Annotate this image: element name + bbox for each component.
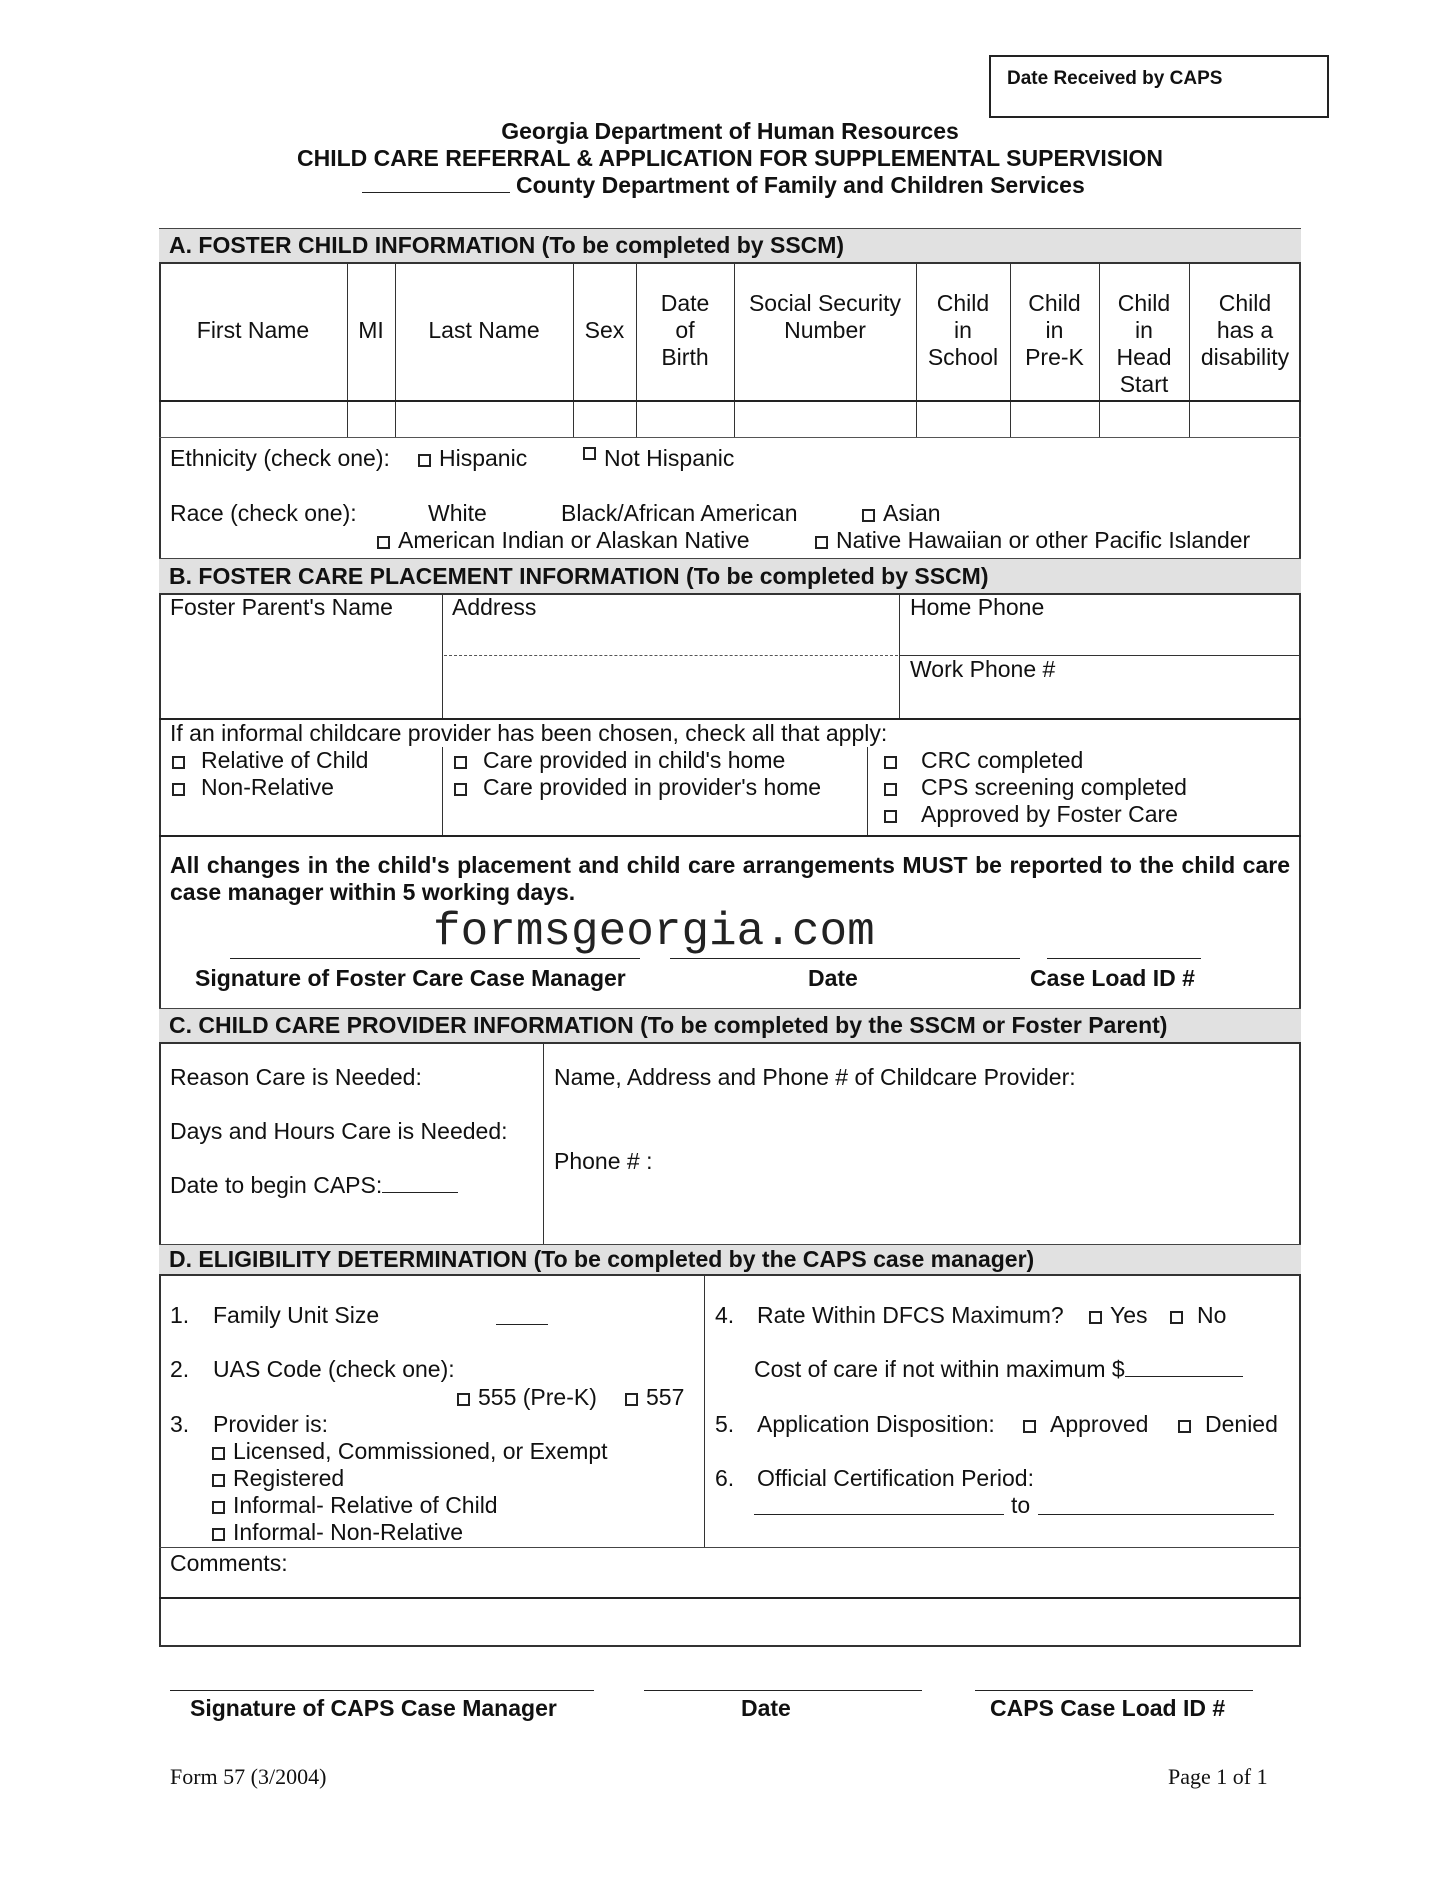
column-header-text: Pre-K [1025,344,1084,370]
race-white[interactable]: White [428,500,487,526]
rate-yes[interactable] [1089,1302,1148,1329]
caseload-label: Case Load ID # [1030,965,1195,991]
option-label: Asian [883,500,941,526]
changes-notice: All changes in the child's placement and child care arrangements MUST be reported to the child care case manager within 5 working days. [170,852,1290,905]
table-cell[interactable] [734,401,916,437]
provider-phone-field[interactable]: Phone # : [554,1148,653,1174]
disposition-approved[interactable] [1023,1411,1148,1438]
checkbox-icon[interactable] [625,1393,638,1406]
checkbox-icon[interactable] [212,1501,225,1514]
checkbox-option[interactable] [884,774,1187,801]
column-header-text: Sex [584,317,625,343]
option-label: Non-Relative [201,774,334,800]
ethnicity-hispanic[interactable] [418,445,527,472]
column-header [1099,263,1189,400]
column-divider [395,263,396,438]
column-header-text: of [675,317,695,343]
uas-557[interactable] [625,1384,684,1411]
race-label: Race (check one): [170,500,357,526]
reason-field[interactable]: Reason Care is Needed: [170,1064,422,1090]
column-header [636,263,734,400]
option-label: Native Hawaiian or other Pacific Islander [836,527,1251,553]
table-cell[interactable] [395,401,573,437]
cert-end-blank[interactable] [1038,1494,1274,1515]
column-header-text: in [954,317,972,343]
table-cell[interactable] [1010,401,1099,437]
checkbox-option[interactable] [172,747,368,774]
column-header-text: First Name [196,317,310,343]
option-label: Denied [1205,1411,1278,1437]
checkbox-icon[interactable] [1178,1420,1191,1433]
table-cell[interactable] [347,401,395,437]
checkbox-icon[interactable] [1170,1311,1183,1324]
race-asian[interactable] [862,500,941,527]
divider [442,747,443,836]
divider [543,1043,544,1244]
checkbox-icon[interactable] [454,756,467,769]
checkbox-icon[interactable] [212,1447,225,1460]
checkbox-option[interactable] [172,774,368,801]
divider [704,1275,705,1548]
checkbox-icon[interactable] [884,810,897,823]
option-label: Informal- Non-Relative [233,1519,464,1545]
item-1-number: 1. [170,1302,190,1328]
section-d-heading: D. ELIGIBILITY DETERMINATION (To be completed by the CAPS case manager) [169,1246,1035,1272]
date-begin-blank[interactable] [382,1172,458,1193]
column-divider [573,263,574,438]
column-divider [916,263,917,438]
column-header-text: Date [660,290,710,316]
race-black[interactable]: Black/African American [561,500,798,526]
checkbox-icon[interactable] [172,756,185,769]
family-unit-size-label: Family Unit Size [213,1302,380,1328]
checkbox-icon[interactable] [884,756,897,769]
section-c-heading: C. CHILD CARE PROVIDER INFORMATION (To be completed by the SSCM or Foster Parent) [169,1012,1168,1038]
rate-no[interactable] [1170,1302,1226,1329]
informal-col-1 [172,747,368,801]
option-label: Licensed, Commissioned, or Exempt [233,1438,608,1464]
section-b-heading: B. FOSTER CARE PLACEMENT INFORMATION (To be completed by SSCM) [169,563,989,589]
county-line-text: County Department of Family and Children Services [516,172,1085,198]
caps-caseload-label: CAPS Case Load ID # [990,1695,1226,1721]
checkbox-icon[interactable] [172,783,185,796]
checkbox-option[interactable] [212,1438,608,1465]
cost-label: Cost of care if not within maximum $ [754,1356,1125,1382]
table-cell[interactable] [916,401,1010,437]
foster-date-line[interactable] [670,958,1020,959]
table-cell[interactable] [1189,401,1301,437]
provider-field[interactable]: Name, Address and Phone # of Childcare Provider: [554,1064,1076,1090]
column-header-text: has a [1216,317,1274,343]
option-label: American Indian or Alaskan Native [398,527,750,553]
divider [159,1547,1301,1548]
checkbox-option[interactable] [884,747,1187,774]
option-label: Informal- Relative of Child [233,1492,498,1518]
date-begin-label: Date to begin CAPS: [170,1172,383,1198]
item-2-number: 2. [170,1356,190,1382]
column-header-text: Child [1218,290,1272,316]
column-header [734,263,916,400]
column-header-text: Child [936,290,990,316]
column-header-text: Number [784,317,866,343]
option-label: Registered [233,1465,345,1491]
checkbox-icon[interactable] [884,783,897,796]
option-label: No [1197,1302,1227,1328]
column-header-text: Head [1116,344,1172,370]
county-line [362,172,1085,199]
informal-prompt: If an informal childcare provider has been chosen, check all that apply: [170,720,888,746]
ethnicity-not-hispanic[interactable] [583,445,734,472]
cost-blank[interactable] [1125,1356,1243,1377]
ethnicity-label: Ethnicity (check one): [170,445,390,471]
column-header [1189,263,1301,400]
days-hours-field[interactable]: Days and Hours Care is Needed: [170,1118,508,1144]
provider-is-label: Provider is: [213,1411,329,1437]
option-label: Not Hispanic [604,445,735,471]
column-divider [734,263,735,438]
caps-date-line[interactable] [644,1690,922,1691]
foster-sig-line[interactable] [230,958,640,959]
column-header-text: Birth [661,344,709,370]
divider [442,594,443,719]
agency-name: Georgia Department of Human Resources [501,118,959,144]
county-blank[interactable] [362,172,510,193]
informal-col-3 [884,747,1187,828]
date-begin-field[interactable] [170,1172,458,1199]
race-american-indian[interactable] [377,527,750,554]
column-header-text: Start [1119,371,1169,397]
cert-period-label: Official Certification Period: [757,1465,1034,1491]
checkbox-icon[interactable] [418,454,431,467]
option-label: Yes [1110,1302,1148,1328]
watermark: formsgeorgia.com [433,906,875,958]
section-a-heading: A. FOSTER CHILD INFORMATION (To be completed by SSCM) [169,232,845,258]
column-header-text: Child [1028,290,1081,316]
divider [899,594,900,719]
checkbox-option[interactable] [454,747,821,774]
table-cell[interactable] [1099,401,1189,437]
column-header-text: School [927,344,999,370]
column-divider [347,263,348,438]
disposition-denied[interactable] [1178,1411,1278,1438]
caps-caseload-line[interactable] [975,1690,1253,1691]
cost-of-care-field[interactable] [754,1356,1243,1383]
caps-sig-line[interactable] [170,1690,594,1691]
work-phone-field[interactable]: Work Phone # [910,656,1056,682]
family-unit-size-blank[interactable] [496,1304,548,1325]
checkbox-icon[interactable] [815,536,828,549]
checkbox-icon[interactable] [862,509,875,522]
checkbox-option[interactable] [212,1465,608,1492]
caps-sig-label: Signature of CAPS Case Manager [190,1695,557,1721]
column-header [347,263,395,400]
section-d-header [159,1244,1301,1276]
item-4-number: 4. [715,1302,735,1328]
column-header-text: disability [1200,344,1290,370]
column-header-text: Social Security [748,290,902,316]
divider [159,1597,1301,1599]
column-header [916,263,1010,400]
option-label: 555 (Pre-K) [478,1384,597,1410]
column-header-text: Child [1117,290,1171,316]
option-label: Care provided in provider's home [483,774,822,800]
item-6-number: 6. [715,1465,735,1491]
checkbox-icon[interactable] [454,783,467,796]
column-header-text: MI [358,317,384,343]
column-header [573,263,636,400]
column-header-text: in [1135,317,1153,343]
column-divider [636,263,637,438]
table-cell[interactable] [636,401,734,437]
date-received-box[interactable] [989,55,1329,118]
checkbox-icon[interactable] [583,447,596,460]
checkbox-icon[interactable] [212,1474,225,1487]
section-b-header [159,558,1301,595]
section-a-header [159,228,1301,264]
table-cell[interactable] [159,401,347,437]
checkbox-option[interactable] [212,1492,608,1519]
provider-type-options [212,1438,608,1546]
uas-code-label: UAS Code (check one): [213,1356,455,1382]
option-label: Approved [1050,1411,1149,1437]
checkbox-option[interactable] [454,774,821,801]
column-header-text: in [1045,317,1064,343]
data-row-divider [159,437,1301,438]
section-c-header [159,1008,1301,1044]
column-divider [1010,263,1011,438]
foster-date-label: Date [808,965,858,991]
column-divider [1189,263,1190,438]
caseload-line[interactable] [1047,958,1201,959]
cert-start-blank[interactable] [754,1494,1004,1515]
address-field[interactable]: Address [452,594,537,620]
divider [159,835,1301,837]
option-label: Approved by Foster Care [921,801,1178,827]
uas-555[interactable] [457,1384,597,1411]
checkbox-option[interactable] [212,1519,608,1546]
foster-sig-label: Signature of Foster Care Case Manager [195,965,626,991]
column-header [1010,263,1099,400]
page-number: Page 1 of 1 [1168,1764,1268,1789]
table-cell[interactable] [573,401,636,437]
home-phone-field[interactable]: Home Phone [910,594,1045,620]
option-label: CPS screening completed [921,774,1187,800]
address-dashed-line [444,655,898,656]
option-label: 557 [646,1384,685,1410]
caps-date-label: Date [741,1695,791,1721]
divider [867,747,868,836]
checkbox-icon[interactable] [1023,1420,1036,1433]
checkbox-icon[interactable] [1089,1311,1102,1324]
option-label: Relative of Child [201,747,369,773]
option-label: Care provided in child's home [483,747,786,773]
informal-col-2 [454,747,821,801]
item-5-number: 5. [715,1411,735,1437]
disposition-label: Application Disposition: [757,1411,995,1437]
column-header [159,263,347,400]
form-title: CHILD CARE REFERRAL & APPLICATION FOR SUPPLEMENTAL SUPERVISION [297,145,1163,171]
checkbox-option[interactable] [884,801,1187,828]
checkbox-icon[interactable] [212,1528,225,1541]
form-id: Form 57 (3/2004) [170,1764,327,1789]
header-row-divider [159,400,1301,402]
item-3-number: 3. [170,1411,190,1437]
option-label: CRC completed [921,747,1084,773]
column-header [395,263,573,400]
date-received-label: Date Received by CAPS [1007,68,1223,89]
checkbox-icon[interactable] [457,1393,470,1406]
checkbox-icon[interactable] [377,536,390,549]
column-divider [1099,263,1100,438]
cert-to-label: to [1011,1492,1031,1518]
column-header-text: Last Name [428,317,540,343]
option-label: Hispanic [439,445,528,471]
foster-parent-name-field[interactable]: Foster Parent's Name [170,594,393,620]
race-native-hawaiian[interactable] [815,527,1250,554]
rate-within-max-label: Rate Within DFCS Maximum? [757,1302,1064,1328]
comments-field[interactable]: Comments: [170,1550,288,1576]
